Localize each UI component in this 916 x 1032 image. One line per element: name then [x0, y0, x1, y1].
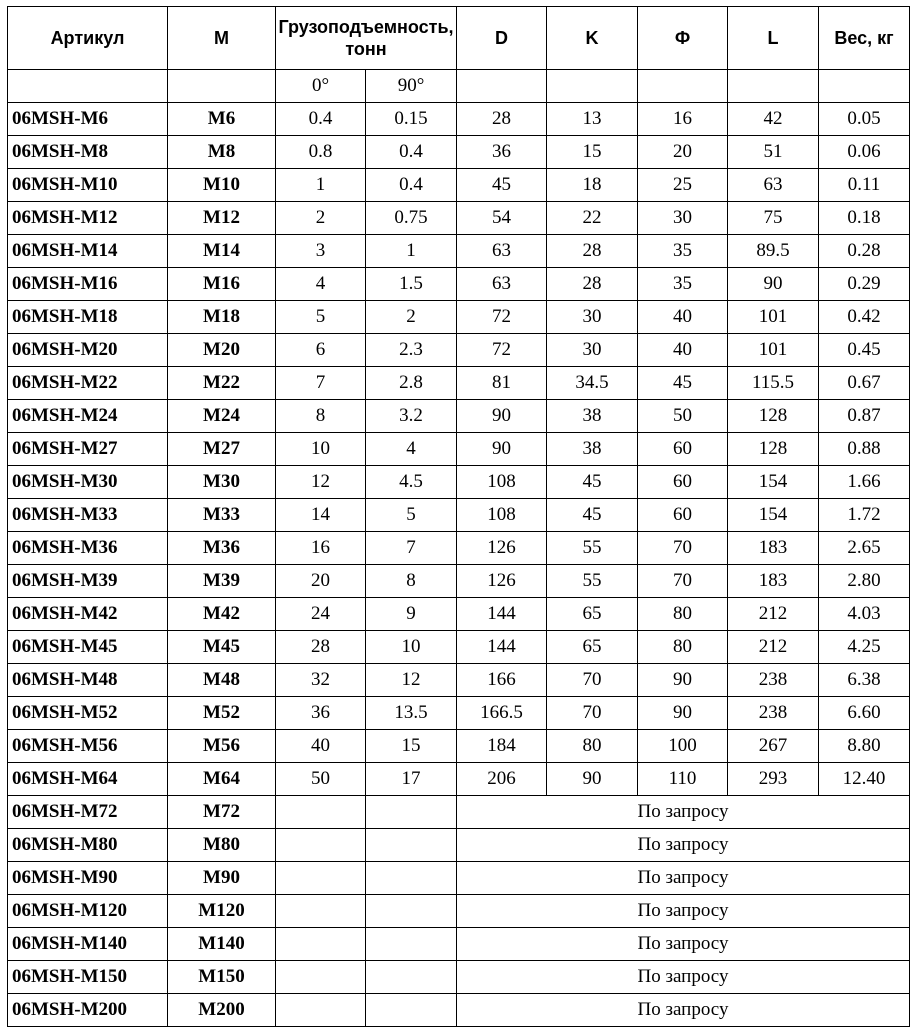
subheader-angle-90: 90°	[366, 70, 457, 103]
table-row	[8, 235, 910, 268]
cell-phi: 80	[638, 631, 728, 664]
cell-capacity-0: 16	[276, 532, 366, 565]
cell-sku: 06MSH-M90	[8, 862, 168, 895]
cell-phi: 60	[638, 466, 728, 499]
cell-m: M6	[168, 103, 276, 136]
cell-sku: 06MSH-M48	[8, 664, 168, 697]
cell-weight: 0.18	[819, 202, 910, 235]
cell-d: 144	[457, 631, 547, 664]
cell-weight: 0.06	[819, 136, 910, 169]
cell-phi: 35	[638, 268, 728, 301]
header-d: D	[457, 7, 547, 70]
cell-weight: 12.40	[819, 763, 910, 796]
cell-l: 212	[728, 631, 819, 664]
cell-m: M27	[168, 433, 276, 466]
cell-m: M14	[168, 235, 276, 268]
cell-capacity-90: 1.5	[366, 268, 457, 301]
cell-sku: 06MSH-M6	[8, 103, 168, 136]
cell-k: 34.5	[547, 367, 638, 400]
cell-l: 101	[728, 301, 819, 334]
cell-capacity-90: 2.8	[366, 367, 457, 400]
subheader-empty	[819, 70, 910, 103]
table-row	[8, 169, 910, 202]
table-row-on-request	[8, 862, 910, 895]
cell-capacity-90	[366, 862, 457, 895]
cell-l: 128	[728, 433, 819, 466]
cell-k: 30	[547, 334, 638, 367]
table-row	[8, 136, 910, 169]
cell-d: 36	[457, 136, 547, 169]
cell-phi: 35	[638, 235, 728, 268]
cell-k: 30	[547, 301, 638, 334]
cell-sku: 06MSH-M12	[8, 202, 168, 235]
cell-weight: 1.66	[819, 466, 910, 499]
cell-phi: 20	[638, 136, 728, 169]
cell-capacity-90	[366, 961, 457, 994]
cell-weight: 6.60	[819, 697, 910, 730]
table-row	[8, 664, 910, 697]
cell-sku: 06MSH-M18	[8, 301, 168, 334]
cell-on-request: По запросу	[457, 796, 910, 829]
cell-phi: 110	[638, 763, 728, 796]
cell-sku: 06MSH-M8	[8, 136, 168, 169]
cell-capacity-0: 8	[276, 400, 366, 433]
cell-d: 206	[457, 763, 547, 796]
cell-weight: 2.65	[819, 532, 910, 565]
cell-d: 72	[457, 334, 547, 367]
cell-on-request: По запросу	[457, 961, 910, 994]
table-row	[8, 334, 910, 367]
cell-l: 101	[728, 334, 819, 367]
table-row	[8, 301, 910, 334]
cell-sku: 06MSH-M24	[8, 400, 168, 433]
cell-capacity-0: 2	[276, 202, 366, 235]
cell-sku: 06MSH-M36	[8, 532, 168, 565]
cell-weight: 0.29	[819, 268, 910, 301]
cell-m: M12	[168, 202, 276, 235]
cell-l: 75	[728, 202, 819, 235]
cell-m: M80	[168, 829, 276, 862]
subheader-row	[8, 70, 910, 103]
table-row	[8, 367, 910, 400]
cell-capacity-90: 9	[366, 598, 457, 631]
cell-l: 115.5	[728, 367, 819, 400]
cell-l: 128	[728, 400, 819, 433]
cell-capacity-0: 32	[276, 664, 366, 697]
cell-capacity-0	[276, 895, 366, 928]
header-l: L	[728, 7, 819, 70]
cell-sku: 06MSH-M140	[8, 928, 168, 961]
table-row	[8, 433, 910, 466]
cell-capacity-0: 1	[276, 169, 366, 202]
table-row	[8, 763, 910, 796]
cell-capacity-0: 12	[276, 466, 366, 499]
cell-m: M22	[168, 367, 276, 400]
header-m: M	[168, 7, 276, 70]
cell-sku: 06MSH-M30	[8, 466, 168, 499]
cell-capacity-90	[366, 994, 457, 1027]
cell-m: M8	[168, 136, 276, 169]
cell-phi: 60	[638, 499, 728, 532]
cell-l: 89.5	[728, 235, 819, 268]
cell-sku: 06MSH-M16	[8, 268, 168, 301]
cell-m: M90	[168, 862, 276, 895]
cell-capacity-90	[366, 829, 457, 862]
header-weight: Вес, кг	[819, 7, 910, 70]
cell-m: M36	[168, 532, 276, 565]
cell-sku: 06MSH-M45	[8, 631, 168, 664]
cell-weight: 0.05	[819, 103, 910, 136]
cell-d: 126	[457, 532, 547, 565]
cell-capacity-90	[366, 895, 457, 928]
cell-d: 81	[457, 367, 547, 400]
cell-weight: 0.67	[819, 367, 910, 400]
cell-capacity-90: 10	[366, 631, 457, 664]
cell-sku: 06MSH-M56	[8, 730, 168, 763]
cell-d: 72	[457, 301, 547, 334]
cell-k: 22	[547, 202, 638, 235]
cell-weight: 2.80	[819, 565, 910, 598]
cell-capacity-90	[366, 928, 457, 961]
table-row	[8, 565, 910, 598]
cell-sku: 06MSH-M20	[8, 334, 168, 367]
cell-capacity-0: 28	[276, 631, 366, 664]
cell-on-request: По запросу	[457, 829, 910, 862]
cell-k: 13	[547, 103, 638, 136]
cell-k: 65	[547, 598, 638, 631]
subheader-empty	[638, 70, 728, 103]
cell-sku: 06MSH-M14	[8, 235, 168, 268]
cell-d: 28	[457, 103, 547, 136]
table-row-on-request	[8, 961, 910, 994]
cell-capacity-0: 50	[276, 763, 366, 796]
table-row	[8, 400, 910, 433]
cell-k: 28	[547, 268, 638, 301]
header-sku: Артикул	[8, 7, 168, 70]
cell-capacity-90: 0.75	[366, 202, 457, 235]
cell-phi: 70	[638, 532, 728, 565]
cell-d: 166	[457, 664, 547, 697]
table-row	[8, 202, 910, 235]
cell-phi: 25	[638, 169, 728, 202]
cell-m: M200	[168, 994, 276, 1027]
cell-capacity-0	[276, 829, 366, 862]
cell-k: 45	[547, 466, 638, 499]
cell-capacity-90: 3.2	[366, 400, 457, 433]
cell-sku: 06MSH-M200	[8, 994, 168, 1027]
cell-m: M64	[168, 763, 276, 796]
cell-on-request: По запросу	[457, 895, 910, 928]
cell-sku: 06MSH-M10	[8, 169, 168, 202]
table-row-on-request	[8, 895, 910, 928]
cell-on-request: По запросу	[457, 994, 910, 1027]
cell-capacity-90: 8	[366, 565, 457, 598]
table-row	[8, 532, 910, 565]
subheader-empty	[728, 70, 819, 103]
cell-sku: 06MSH-M52	[8, 697, 168, 730]
cell-phi: 90	[638, 697, 728, 730]
cell-d: 108	[457, 499, 547, 532]
cell-phi: 40	[638, 334, 728, 367]
cell-l: 238	[728, 664, 819, 697]
cell-capacity-90: 13.5	[366, 697, 457, 730]
cell-capacity-90: 4.5	[366, 466, 457, 499]
cell-capacity-0	[276, 862, 366, 895]
cell-capacity-90: 17	[366, 763, 457, 796]
table-row	[8, 697, 910, 730]
cell-k: 55	[547, 532, 638, 565]
cell-d: 126	[457, 565, 547, 598]
cell-weight: 0.45	[819, 334, 910, 367]
cell-d: 90	[457, 400, 547, 433]
cell-m: M45	[168, 631, 276, 664]
cell-phi: 16	[638, 103, 728, 136]
subheader-angle-0: 0°	[276, 70, 366, 103]
cell-sku: 06MSH-M42	[8, 598, 168, 631]
cell-capacity-90: 12	[366, 664, 457, 697]
cell-l: 238	[728, 697, 819, 730]
cell-l: 183	[728, 565, 819, 598]
cell-capacity-0	[276, 994, 366, 1027]
cell-l: 51	[728, 136, 819, 169]
table-row	[8, 730, 910, 763]
cell-sku: 06MSH-M150	[8, 961, 168, 994]
cell-k: 70	[547, 697, 638, 730]
cell-weight: 4.25	[819, 631, 910, 664]
table-body	[8, 103, 910, 1027]
cell-m: M72	[168, 796, 276, 829]
cell-capacity-90: 4	[366, 433, 457, 466]
header-row	[8, 7, 910, 70]
cell-l: 212	[728, 598, 819, 631]
cell-weight: 0.42	[819, 301, 910, 334]
cell-capacity-0: 36	[276, 697, 366, 730]
cell-l: 42	[728, 103, 819, 136]
cell-weight: 0.88	[819, 433, 910, 466]
cell-sku: 06MSH-M22	[8, 367, 168, 400]
cell-capacity-0: 10	[276, 433, 366, 466]
cell-capacity-0: 3	[276, 235, 366, 268]
cell-d: 108	[457, 466, 547, 499]
cell-phi: 100	[638, 730, 728, 763]
cell-phi: 40	[638, 301, 728, 334]
cell-d: 45	[457, 169, 547, 202]
cell-capacity-0: 20	[276, 565, 366, 598]
table-row	[8, 466, 910, 499]
cell-on-request: По запросу	[457, 862, 910, 895]
cell-k: 28	[547, 235, 638, 268]
cell-l: 293	[728, 763, 819, 796]
cell-k: 80	[547, 730, 638, 763]
cell-k: 55	[547, 565, 638, 598]
cell-d: 184	[457, 730, 547, 763]
cell-weight: 8.80	[819, 730, 910, 763]
cell-d: 166.5	[457, 697, 547, 730]
table-row	[8, 499, 910, 532]
cell-capacity-0: 6	[276, 334, 366, 367]
cell-capacity-0: 5	[276, 301, 366, 334]
subheader-empty	[457, 70, 547, 103]
cell-m: M30	[168, 466, 276, 499]
cell-phi: 60	[638, 433, 728, 466]
table-row-on-request	[8, 829, 910, 862]
subheader-empty	[168, 70, 276, 103]
cell-sku: 06MSH-M120	[8, 895, 168, 928]
cell-m: M48	[168, 664, 276, 697]
cell-k: 15	[547, 136, 638, 169]
cell-d: 144	[457, 598, 547, 631]
cell-phi: 45	[638, 367, 728, 400]
cell-on-request: По запросу	[457, 928, 910, 961]
cell-d: 63	[457, 235, 547, 268]
cell-sku: 06MSH-M39	[8, 565, 168, 598]
cell-capacity-90: 15	[366, 730, 457, 763]
cell-capacity-90: 5	[366, 499, 457, 532]
table-row	[8, 103, 910, 136]
cell-capacity-0	[276, 796, 366, 829]
cell-m: M24	[168, 400, 276, 433]
table-row	[8, 268, 910, 301]
cell-m: M10	[168, 169, 276, 202]
cell-m: M20	[168, 334, 276, 367]
cell-capacity-90: 7	[366, 532, 457, 565]
cell-m: M52	[168, 697, 276, 730]
cell-phi: 50	[638, 400, 728, 433]
table-row	[8, 598, 910, 631]
cell-capacity-0	[276, 928, 366, 961]
cell-capacity-90: 0.15	[366, 103, 457, 136]
cell-d: 54	[457, 202, 547, 235]
cell-phi: 70	[638, 565, 728, 598]
cell-m: M56	[168, 730, 276, 763]
cell-m: M16	[168, 268, 276, 301]
cell-capacity-90: 0.4	[366, 169, 457, 202]
header-phi: Ф	[638, 7, 728, 70]
cell-m: M33	[168, 499, 276, 532]
cell-k: 38	[547, 400, 638, 433]
cell-weight: 6.38	[819, 664, 910, 697]
cell-sku: 06MSH-M27	[8, 433, 168, 466]
cell-m: M120	[168, 895, 276, 928]
cell-l: 183	[728, 532, 819, 565]
table-row-on-request	[8, 994, 910, 1027]
cell-capacity-90	[366, 796, 457, 829]
cell-m: M18	[168, 301, 276, 334]
cell-k: 70	[547, 664, 638, 697]
cell-m: M150	[168, 961, 276, 994]
cell-l: 63	[728, 169, 819, 202]
cell-k: 18	[547, 169, 638, 202]
cell-capacity-90: 2	[366, 301, 457, 334]
cell-m: M140	[168, 928, 276, 961]
cell-k: 90	[547, 763, 638, 796]
cell-l: 267	[728, 730, 819, 763]
cell-k: 38	[547, 433, 638, 466]
cell-capacity-0: 24	[276, 598, 366, 631]
cell-phi: 80	[638, 598, 728, 631]
cell-capacity-90: 0.4	[366, 136, 457, 169]
cell-d: 90	[457, 433, 547, 466]
cell-weight: 0.87	[819, 400, 910, 433]
cell-capacity-90: 2.3	[366, 334, 457, 367]
table-row-on-request	[8, 928, 910, 961]
cell-capacity-0	[276, 961, 366, 994]
cell-phi: 30	[638, 202, 728, 235]
table-row	[8, 631, 910, 664]
cell-weight: 4.03	[819, 598, 910, 631]
table-row-on-request	[8, 796, 910, 829]
cell-l: 90	[728, 268, 819, 301]
cell-capacity-0: 7	[276, 367, 366, 400]
cell-capacity-0: 14	[276, 499, 366, 532]
cell-weight: 0.11	[819, 169, 910, 202]
subheader-empty	[8, 70, 168, 103]
cell-sku: 06MSH-M64	[8, 763, 168, 796]
cell-m: M42	[168, 598, 276, 631]
cell-l: 154	[728, 499, 819, 532]
cell-sku: 06MSH-M80	[8, 829, 168, 862]
cell-m: M39	[168, 565, 276, 598]
header-k: K	[547, 7, 638, 70]
cell-sku: 06MSH-M72	[8, 796, 168, 829]
cell-capacity-90: 1	[366, 235, 457, 268]
cell-k: 45	[547, 499, 638, 532]
cell-capacity-0: 0.8	[276, 136, 366, 169]
cell-weight: 0.28	[819, 235, 910, 268]
cell-capacity-0: 40	[276, 730, 366, 763]
header-capacity: Грузоподъемность, тонн	[276, 7, 457, 70]
spec-table	[7, 6, 910, 1027]
cell-d: 63	[457, 268, 547, 301]
cell-phi: 90	[638, 664, 728, 697]
cell-sku: 06MSH-M33	[8, 499, 168, 532]
subheader-empty	[547, 70, 638, 103]
cell-capacity-0: 4	[276, 268, 366, 301]
cell-weight: 1.72	[819, 499, 910, 532]
cell-capacity-0: 0.4	[276, 103, 366, 136]
cell-k: 65	[547, 631, 638, 664]
cell-l: 154	[728, 466, 819, 499]
